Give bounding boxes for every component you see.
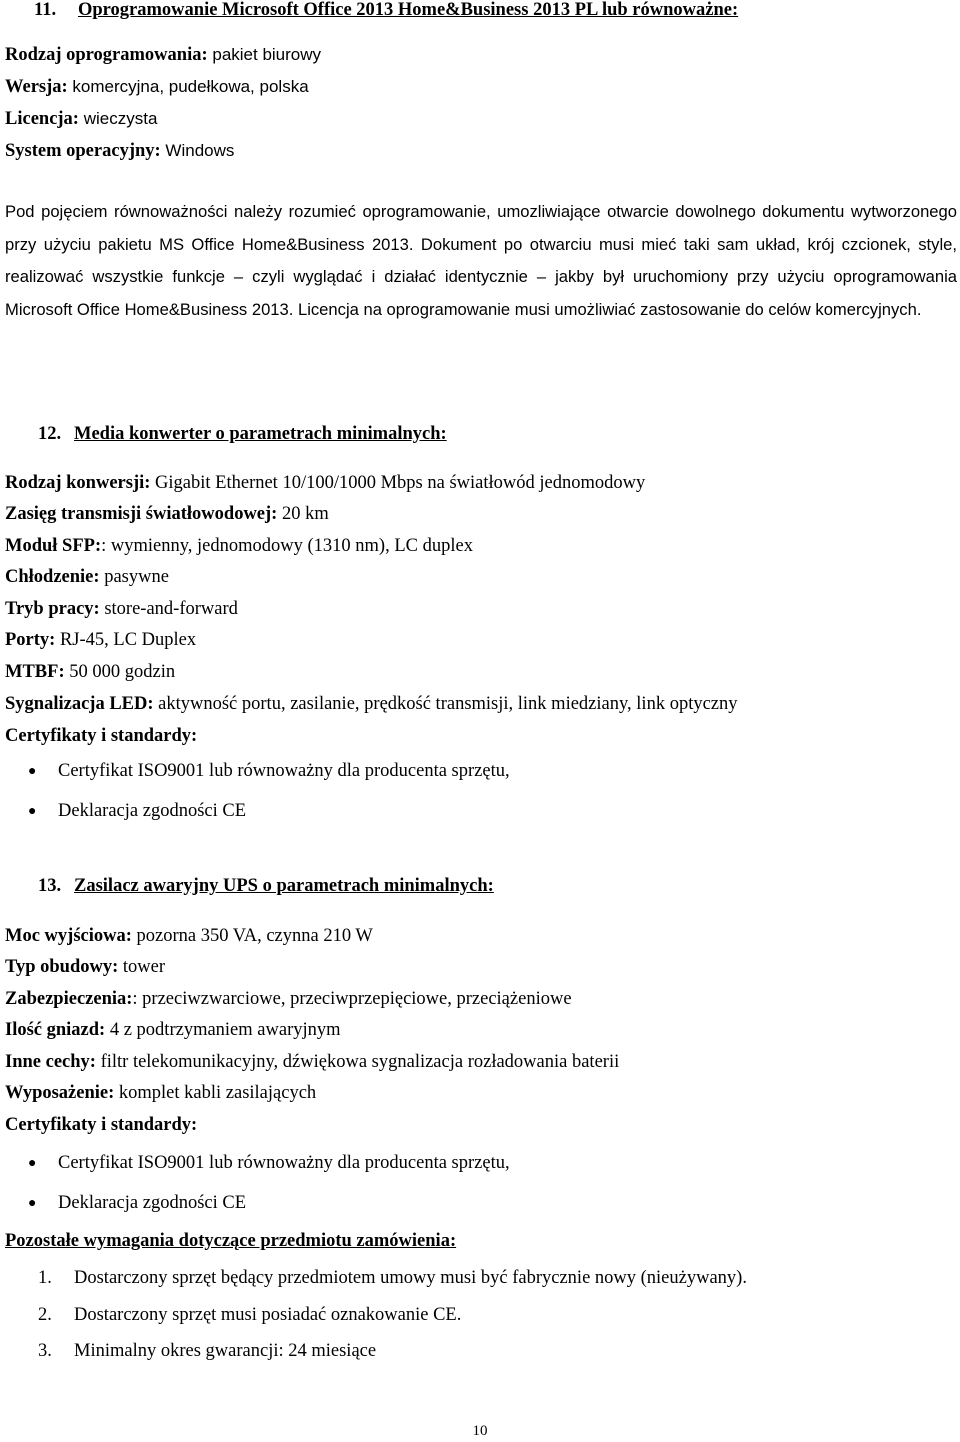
list-item-number: 2. <box>38 1305 52 1325</box>
spec-row: Rodzaj konwersji: Gigabit Ethernet 10/100/1000 Mbps na światłowód jednomodowy <box>5 473 646 493</box>
spec-row: Moc wyjściowa: pozorna 350 VA, czynna 210 W <box>5 926 373 946</box>
list-item: Certyfikat ISO9001 lub równoważny dla producenta sprzętu, <box>58 761 510 781</box>
section-11-number: 11. <box>34 0 57 20</box>
spec-row: Chłodzenie: pasywne <box>5 567 169 587</box>
section-13-title: Zasilacz awaryjny UPS o parametrach minimalnych: <box>74 876 494 896</box>
page-number: 10 <box>472 1423 488 1439</box>
section-12-title: Media konwerter o parametrach minimalnych: <box>74 424 447 444</box>
list-item: Dostarczony sprzęt będący przedmiotem umowy musi być fabrycznie nowy (nieużywany). <box>74 1268 747 1288</box>
spec-row: Porty: RJ-45, LC Duplex <box>5 630 197 650</box>
spec-row: Typ obudowy: tower <box>5 957 166 977</box>
list-item: Certyfikat ISO9001 lub równoważny dla producenta sprzętu, <box>58 1153 510 1173</box>
equivalence-paragraph: Pod pojęciem równoważności należy rozumieć oprogramowanie, umozliwiające otwarcie dowolnego dokumentu wytworzonego przy użyciu pakietu MS Office Home&Business 2013. Dokument po otwarciu musi mieć taki sam układ, krój czcionek, style, realizować wszystkie funkcje – czyli wyglądać i działać identycznie – jakby był uruchomiony przy użyciu oprogramowania Microsoft Office Home&Business 2013. Licencja na oprogramowanie musi umożliwiać zastosowanie do celów komercyjnych. <box>5 202 957 320</box>
spec-row: System operacyjny: Windows <box>5 141 235 161</box>
spec-row: Moduł SFP:: wymienny, jednomodowy (1310 nm), LC duplex <box>5 536 473 556</box>
spec-row: Licencja: wieczysta <box>5 109 158 129</box>
section-13-number: 13. <box>38 876 62 896</box>
section-12-number: 12. <box>38 424 62 444</box>
spec-row: Rodzaj oprogramowania: pakiet biurowy <box>5 45 322 65</box>
certificates-label: Certyfikaty i standardy: <box>5 726 198 746</box>
spec-row: Inne cechy: filtr telekomunikacyjny, dźwiękowa sygnalizacja rozładowania baterii <box>5 1052 620 1072</box>
bullet-icon: ● <box>28 1156 37 1171</box>
bullet-icon: ● <box>28 804 37 819</box>
list-item: Deklaracja zgodności CE <box>58 801 247 821</box>
list-item-number: 3. <box>38 1341 52 1361</box>
certificates-label: Certyfikaty i standardy: <box>5 1115 198 1135</box>
spec-row: Wyposażenie: komplet kabli zasilających <box>5 1083 317 1103</box>
spec-row: Wersja: komercyjna, pudełkowa, polska <box>5 77 309 97</box>
spec-row: Tryb pracy: store-and-forward <box>5 599 238 619</box>
spec-row: Sygnalizacja LED: aktywność portu, zasilanie, prędkość transmisji, link miedziany, link optyczny <box>5 694 738 714</box>
spec-row: Ilość gniazd: 4 z podtrzymaniem awaryjnym <box>5 1020 341 1040</box>
list-item: Dostarczony sprzęt musi posiadać oznakowanie CE. <box>74 1305 462 1325</box>
spec-row: MTBF: 50 000 godzin <box>5 662 176 682</box>
other-requirements-title: Pozostałe wymagania dotyczące przedmiotu zamówienia: <box>5 1231 457 1251</box>
list-item: Minimalny okres gwarancji: 24 miesiące <box>74 1341 377 1361</box>
list-item-number: 1. <box>38 1268 52 1288</box>
bullet-icon: ● <box>28 1196 37 1211</box>
spec-row: Zabezpieczenia:: przeciwzwarciowe, przeciwprzepięciowe, przeciążeniowe <box>5 989 572 1009</box>
bullet-icon: ● <box>28 764 37 779</box>
list-item: Deklaracja zgodności CE <box>58 1193 247 1213</box>
section-11-title: Oprogramowanie Microsoft Office 2013 Home&Business 2013 PL lub równoważne: <box>78 0 739 20</box>
spec-row: Zasięg transmisji światłowodowej: 20 km <box>5 504 329 524</box>
